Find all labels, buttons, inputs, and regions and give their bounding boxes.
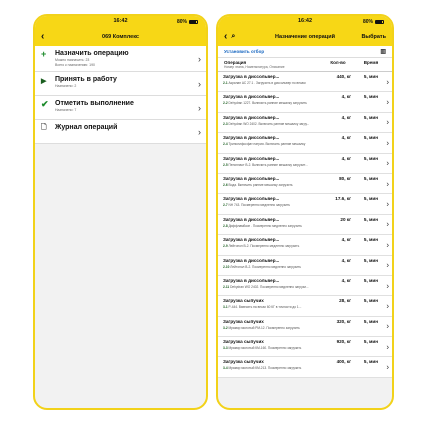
table-row[interactable] <box>218 133 392 153</box>
menu-item-operations-log[interactable] <box>35 120 206 144</box>
operation-time: 5, мин <box>363 114 378 120</box>
operation-desc-line <box>223 224 378 228</box>
menu-item-label: Журнал операций <box>55 124 118 131</box>
chevron-right-icon: › <box>386 281 389 291</box>
operation-time: 5, мин <box>363 339 378 345</box>
operation-time: 5, мин <box>363 359 378 365</box>
filter-bar[interactable] <box>218 46 392 58</box>
table-row[interactable] <box>218 357 392 377</box>
operation-desc-line <box>223 101 378 105</box>
operation-qty: 920, кг <box>336 339 351 345</box>
status-time: 16:42 <box>113 18 128 24</box>
operation-qty: 28, кг <box>339 298 351 304</box>
operation-name: Загрузка в диссольвер... <box>223 155 280 161</box>
chevron-right-icon: › <box>198 78 201 89</box>
top-bar <box>35 16 206 46</box>
operation-desc-line <box>223 81 378 85</box>
nav-bar <box>218 28 392 46</box>
battery-icon <box>189 20 198 24</box>
stage-code: 2-4 <box>223 142 228 147</box>
operation-desc-line <box>223 346 378 350</box>
operation-description: Dehydran WO 2402. Включить ранние мешалку загру... <box>228 121 310 126</box>
operation-time: 5, мин <box>363 135 378 141</box>
stage-code: 3-4 <box>223 366 228 371</box>
operation-name: Загрузка сыпучих <box>223 339 264 345</box>
operation-qty: 4, кг <box>341 277 351 283</box>
menu-item-label: Назначить операцию <box>55 50 129 57</box>
operation-name: Загрузка сыпучих <box>223 298 264 304</box>
search-icon[interactable]: ⌕ <box>231 33 236 40</box>
chevron-right-icon: › <box>198 102 201 113</box>
stage-code: 2-8 <box>223 223 228 228</box>
table-row[interactable] <box>218 337 392 357</box>
table-row[interactable] <box>218 72 392 92</box>
operation-name: Загрузка сыпучих <box>223 359 264 365</box>
stage-code: 2-11 <box>223 284 230 289</box>
chevron-right-icon: › <box>198 126 201 137</box>
chevron-right-icon: › <box>386 362 389 372</box>
stage-code: 3-1 <box>223 305 228 310</box>
chevron-right-icon: › <box>386 158 389 168</box>
menu-item-sub: Можно назначить: 23 <box>55 58 90 62</box>
stage-code: 2-3 <box>223 121 228 126</box>
operation-desc-line <box>223 305 378 309</box>
set-filter-link[interactable]: Установить отбор <box>224 49 265 54</box>
menu-item-mark-done[interactable] <box>35 96 206 120</box>
operation-name: Загрузка в диссольвер... <box>223 277 280 283</box>
operation-qty: 4, кг <box>341 114 351 120</box>
operation-qty: 17.6, кг <box>335 196 351 202</box>
operation-time: 5, мин <box>363 298 378 304</box>
operation-qty: 80, кг <box>339 175 351 181</box>
column-header-time: Время <box>363 60 379 65</box>
stage-code: 2-7 <box>223 203 228 208</box>
menu-item-label: Принять в работу <box>55 76 117 83</box>
operation-time: 5, мин <box>363 237 378 243</box>
play-icon: ▶ <box>41 78 47 85</box>
operation-name: Загрузка в диссольвер... <box>223 74 280 79</box>
chevron-right-icon: › <box>386 138 389 148</box>
table-header <box>218 58 392 72</box>
top-bar <box>218 16 392 46</box>
operation-description: Мрамор молотый КМ-213. Посмеренно загрузить <box>228 366 302 371</box>
left-phone-screen <box>33 14 208 410</box>
menu-item-sub: Назначено: 7 <box>55 108 77 112</box>
operation-desc-line <box>223 326 378 330</box>
operation-description: Лейтопол B-2. Посмеренно медленно загрузить <box>228 244 300 249</box>
operation-desc-line <box>223 183 378 187</box>
back-arrow-icon[interactable]: ‹ <box>224 31 228 42</box>
operation-description: Диффламбкон . Посмеренно медленно загрузить <box>228 223 302 228</box>
operation-description: Мрамор молотый РМ-12. Посмеренно загрузить <box>228 325 300 330</box>
chevron-right-icon: › <box>386 321 389 331</box>
back-arrow-icon[interactable]: ‹ <box>41 31 45 42</box>
page-title: Назначение операций <box>275 34 335 40</box>
nav-bar <box>35 28 206 46</box>
operation-qty: 4, кг <box>341 94 351 100</box>
chevron-right-icon: › <box>386 260 389 270</box>
chevron-right-icon: › <box>386 77 389 87</box>
operation-time: 5, мин <box>363 257 378 263</box>
stage-code: 2-2 <box>223 101 228 106</box>
chevron-right-icon: › <box>386 219 389 229</box>
operation-name: Загрузка в диссольвер... <box>223 94 280 100</box>
stage-code: 2-9 <box>223 244 228 249</box>
operation-qty: 400, кг <box>336 359 351 365</box>
menu-item-sub: Назначено: 2 <box>55 84 77 88</box>
column-header-operation: Операция <box>224 60 247 65</box>
operation-name: Загрузка сыпучих <box>223 318 264 324</box>
operation-qty: 440, кг <box>336 74 351 79</box>
menu-item-label: Отметить выполнение <box>55 100 134 107</box>
operation-name: Загрузка в диссольвер... <box>223 175 280 181</box>
operation-time: 5, мин <box>363 175 378 181</box>
status-bar <box>35 16 206 28</box>
column-header-qty: Кол-во <box>330 60 346 65</box>
document-icon: 🗋 <box>41 124 47 131</box>
battery-percent: 80% <box>362 19 373 25</box>
table-row[interactable] <box>218 154 392 174</box>
stage-code: 2-1 <box>223 81 228 85</box>
stage-code: 2-10 <box>223 264 230 269</box>
operation-qty: 20 кг <box>340 216 351 222</box>
operation-time: 5, мин <box>363 318 378 324</box>
plus-icon: + <box>41 49 47 59</box>
stage-code: 3-2 <box>223 325 228 330</box>
menu-item-sub: Всего к назначению: 190 <box>55 63 95 67</box>
menu-item-accept-work[interactable] <box>35 72 206 96</box>
chevron-right-icon: › <box>198 53 201 64</box>
table-row[interactable] <box>218 317 392 337</box>
stage-code: 2-5 <box>223 162 228 167</box>
operation-desc-line <box>223 285 378 289</box>
operation-time: 5, мин <box>363 277 378 283</box>
operation-name: Загрузка в диссольвер... <box>223 135 280 141</box>
operation-description: Пенопласт B-2. Включить ранние мешалку загрузит... <box>228 162 308 167</box>
barcode-icon[interactable]: ▥ <box>380 49 386 55</box>
operation-desc-line <box>223 122 378 126</box>
operation-time: 5, мин <box>363 74 378 79</box>
operations-list <box>218 72 392 378</box>
operation-description: Dehydran WO 2402. Посмеренно медленно загрузи... <box>230 284 309 289</box>
chevron-right-icon: › <box>386 301 389 311</box>
operation-qty: 4, кг <box>341 237 351 243</box>
chevron-right-icon: › <box>386 117 389 127</box>
operation-description: Вода. Включить ранние мешалку загрузить <box>228 182 293 187</box>
chevron-right-icon: › <box>386 240 389 250</box>
table-row[interactable] <box>218 215 392 235</box>
table-row[interactable] <box>218 194 392 214</box>
operation-desc-line <box>223 163 378 167</box>
table-row[interactable] <box>218 113 392 133</box>
operation-description: Лейтопол B-2. Посмеренно медленно загрузить <box>230 264 302 269</box>
table-row[interactable] <box>218 296 392 316</box>
status-bar <box>218 16 392 28</box>
operation-desc-line <box>223 203 378 207</box>
table-row[interactable] <box>218 256 392 276</box>
chevron-right-icon: › <box>386 342 389 352</box>
operation-time: 5, мин <box>363 155 378 161</box>
operation-qty: 320, кг <box>336 318 351 324</box>
operation-desc-line <box>223 142 378 146</box>
operation-time: 5, мин <box>363 94 378 100</box>
operation-name: Загрузка в диссольвер... <box>223 257 280 263</box>
chevron-right-icon: › <box>386 179 389 189</box>
operation-name: Загрузка в диссольвер... <box>223 114 280 120</box>
right-phone-screen <box>216 14 394 410</box>
operation-description: NH 743. Посмеренно медленно загрузить <box>228 203 291 208</box>
operation-desc-line <box>223 366 378 370</box>
checkmark-icon: ✔ <box>41 99 49 109</box>
chevron-right-icon: › <box>386 199 389 209</box>
chevron-right-icon: › <box>386 97 389 107</box>
operation-name: Загрузка в диссольвер... <box>223 196 280 202</box>
menu-item-assign-operation[interactable] <box>35 46 206 72</box>
table-row[interactable] <box>218 174 392 194</box>
operation-qty: 4, кг <box>341 135 351 141</box>
select-button[interactable]: Выбрать <box>361 34 386 40</box>
operation-qty: 4, кг <box>341 155 351 161</box>
stage-code: 3-3 <box>223 346 228 351</box>
stage-code: 2-6 <box>223 182 228 187</box>
operation-desc-line <box>223 265 378 269</box>
operation-name: Загрузка в диссольвер... <box>223 237 280 243</box>
table-row[interactable] <box>218 235 392 255</box>
page-title: 069 Комплекс <box>102 34 139 40</box>
operation-description: Dehydran 1227. Включить ранние мешалку загрузить <box>228 101 307 106</box>
operation-description: Триполифосфат натрия. Включить ранние мешалку <box>228 142 306 147</box>
battery-icon <box>375 20 384 24</box>
operation-description: Р-444. Взвесить на весах 60 КГ в точности до 1... <box>228 305 302 310</box>
battery-percent: 80% <box>176 19 187 25</box>
table-row[interactable] <box>218 276 392 296</box>
operation-desc-line <box>223 244 378 248</box>
status-time: 16:42 <box>297 18 313 24</box>
table-row[interactable] <box>218 92 392 112</box>
operation-description: Мрамор молотый КМ-160. Посмеренно загрузить <box>228 346 302 351</box>
operation-name: Загрузка в диссольвер... <box>223 216 280 222</box>
operation-time: 5, мин <box>363 196 378 202</box>
column-subheader: Номер этапа, Номенклатура, Описание <box>224 65 285 69</box>
operation-time: 5, мин <box>363 216 378 222</box>
operation-description: Акрилан АС 27.1 . Загрузить в диссольвер по весам <box>228 81 306 85</box>
operation-qty: 4, кг <box>341 257 351 263</box>
